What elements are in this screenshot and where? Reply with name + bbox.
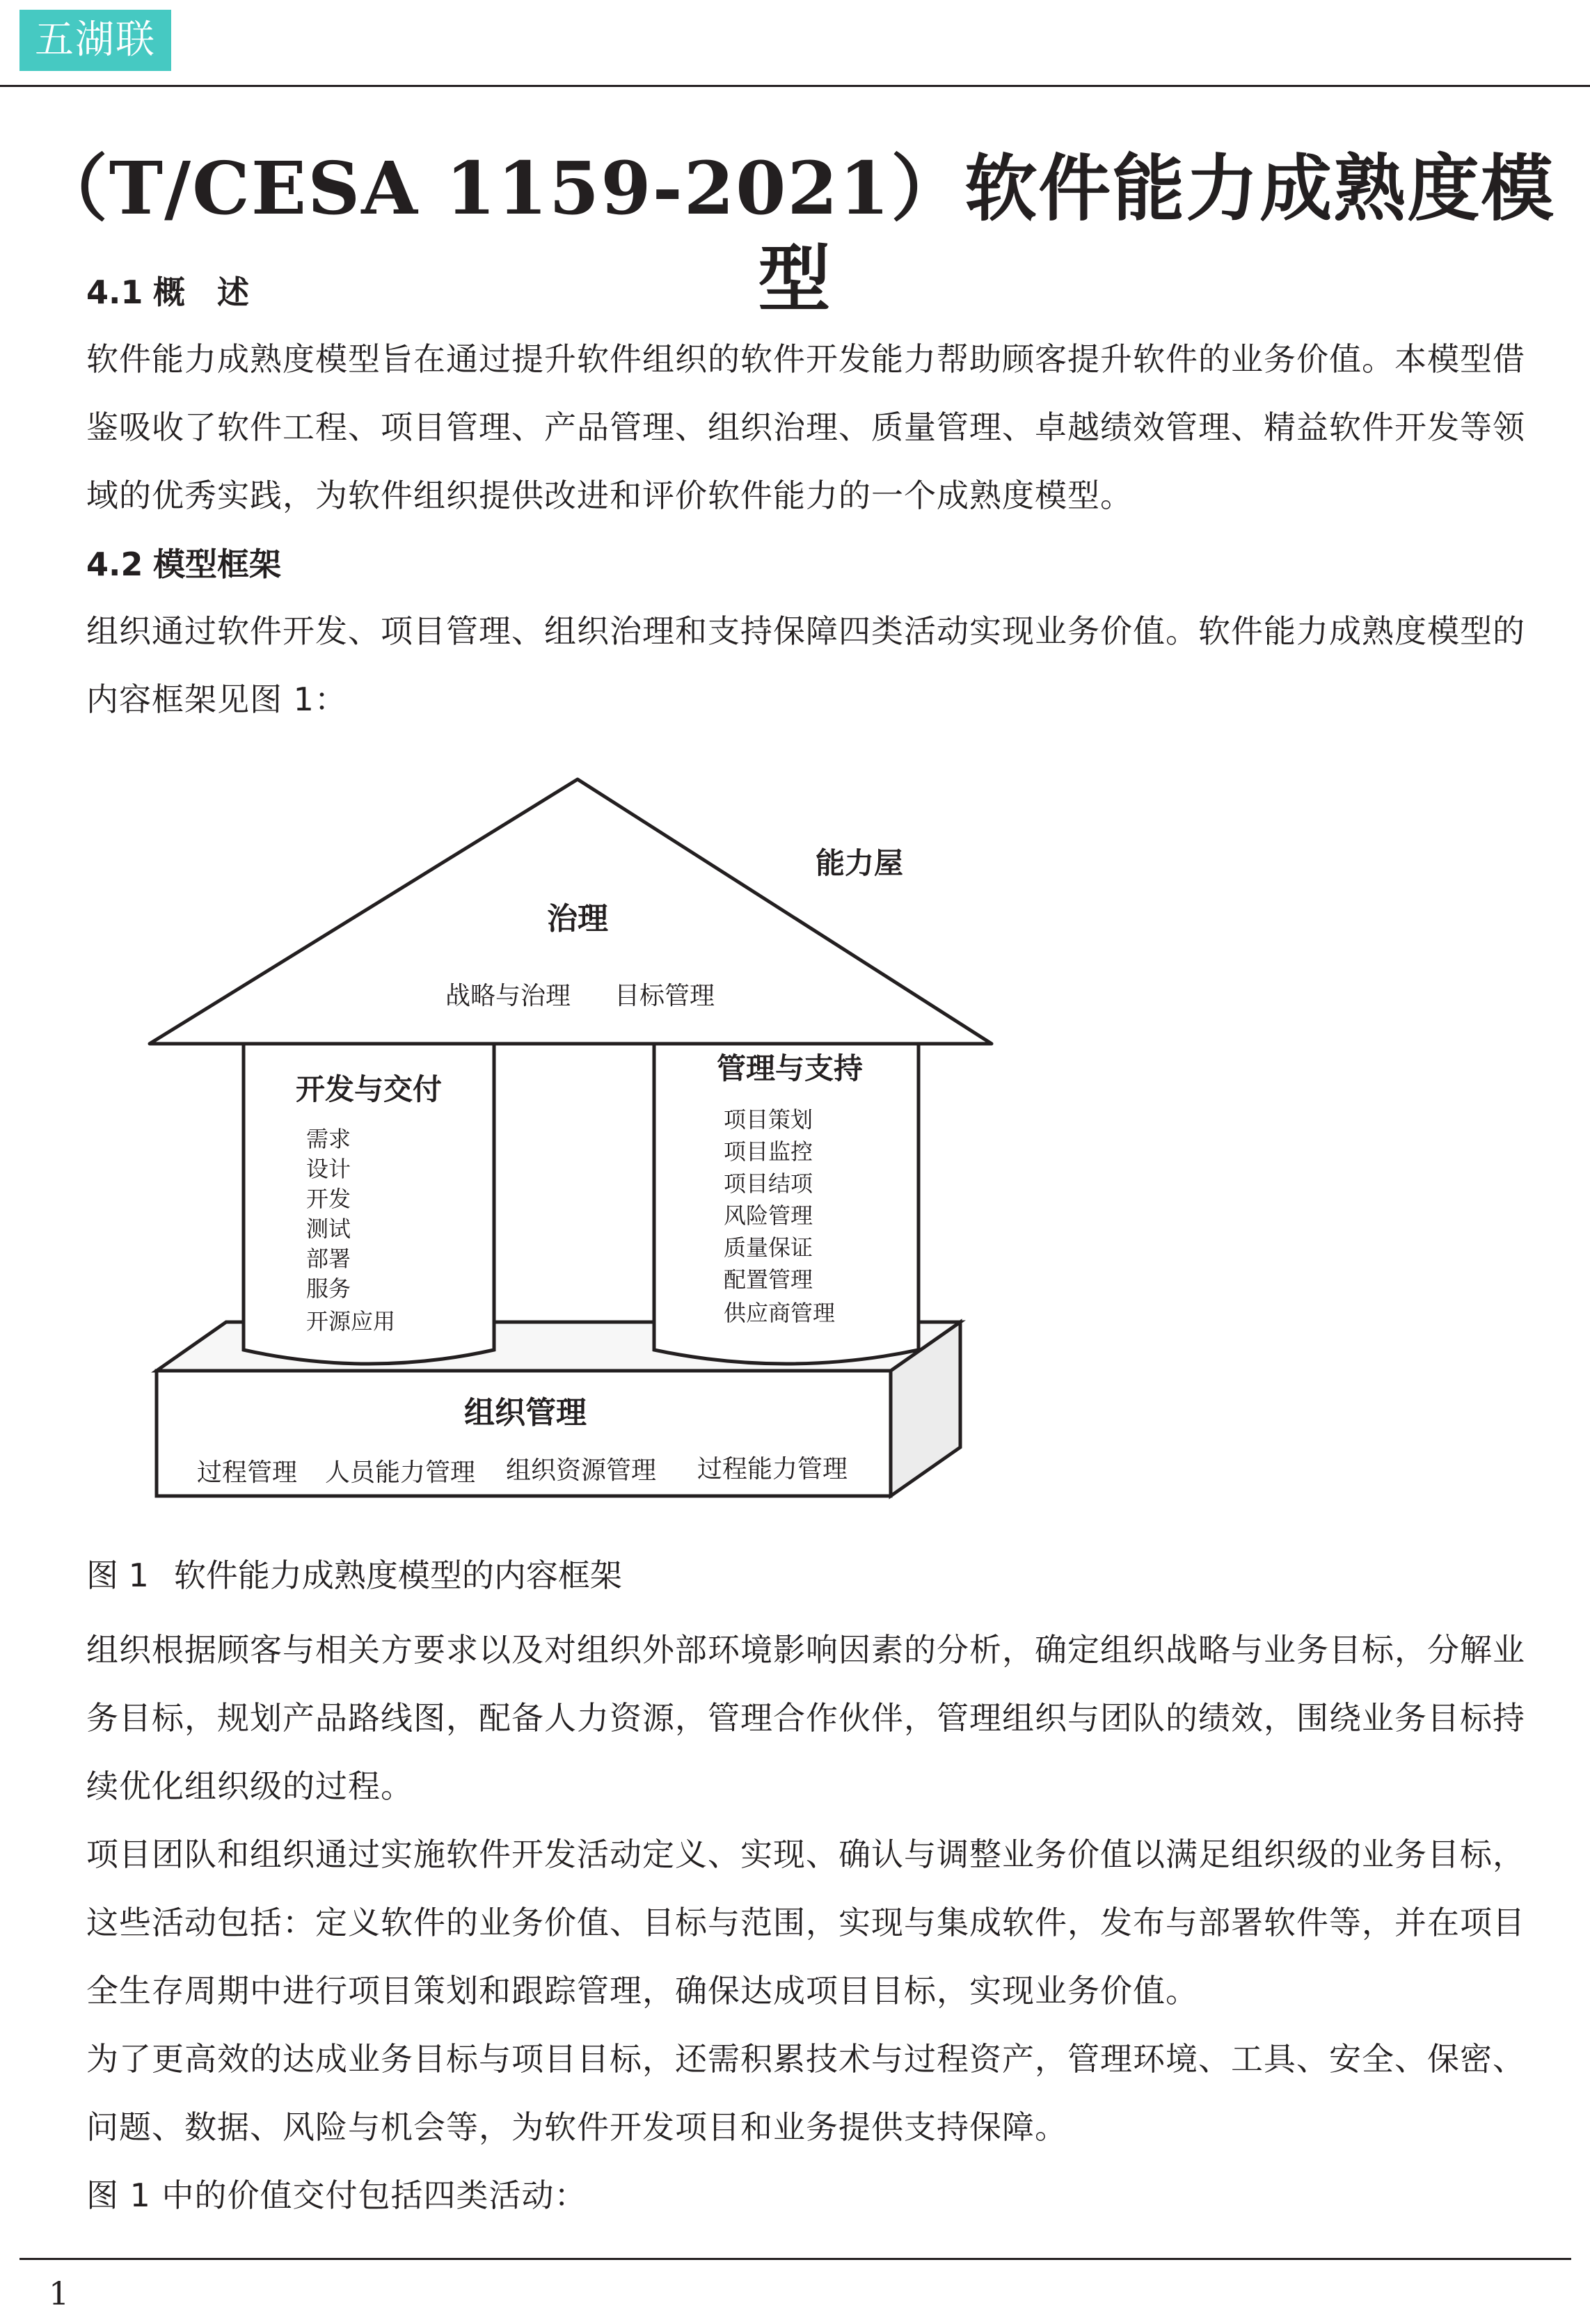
logo-badge: 五湖联 <box>19 10 171 71</box>
house-label: 能力屋 <box>815 846 904 880</box>
right-pillar-item: 配置管理 <box>724 1266 813 1293</box>
base-item: 过程管理 <box>196 1458 298 1487</box>
roof-item: 战略与治理 <box>445 982 571 1010</box>
section-heading-4-1 <box>86 271 249 313</box>
capability-house-figure <box>125 751 1016 1552</box>
section-title: 概 述 <box>153 273 249 311</box>
figure-caption <box>86 1553 622 1598</box>
figure-caption-text: 软件能力成熟度模型的内容框架 <box>173 1557 622 1594</box>
right-pillar-item: 供应商管理 <box>724 1300 836 1326</box>
left-pillar-item: 开发 <box>306 1186 351 1212</box>
roof-item: 目标管理 <box>614 982 715 1010</box>
base-item: 过程能力管理 <box>697 1455 848 1483</box>
footer-divider <box>19 2258 1571 2260</box>
left-pillar-title: 开发与交付 <box>295 1072 443 1106</box>
base-item: 人员能力管理 <box>324 1458 476 1487</box>
left-pillar-item: 服务 <box>306 1275 351 1302</box>
document-title: （T/CESA 1159-2021）软件能力成熟度模型 <box>35 145 1555 321</box>
right-pillar-item: 项目结项 <box>724 1170 813 1197</box>
right-pillar-item: 项目策划 <box>724 1106 813 1133</box>
paragraph-body: 组织根据顾客与相关方要求以及对组织外部环境影响因素的分析，确定组织战略与业务目标，分解业务目标，规划产品路线图，配备人力资源，管理合作伙伴，管理组织与团队的绩效，围绕业务目标持续优化组织级的过程。 <box>86 1631 1525 1805</box>
section-number: 4.1 <box>86 273 143 311</box>
paragraph-body: 为了更高效的达成业务目标与项目目标，还需积累技术与过程资产，管理环境、工具、安全、保密、问题、数据、风险与机会等，为软件开发项目和业务提供支持保障。 <box>86 2040 1525 2146</box>
page-number: 1 <box>49 2275 70 2312</box>
left-pillar-item: 测试 <box>306 1216 351 1242</box>
base-title: 组织管理 <box>464 1395 587 1431</box>
figure-caption-label: 图 1 <box>86 1557 149 1594</box>
right-pillar-title: 管理与支持 <box>716 1051 864 1085</box>
left-pillar-item: 设计 <box>306 1156 351 1182</box>
right-pillar-item: 项目监控 <box>724 1138 813 1165</box>
paragraph-body: 项目团队和组织通过实施软件开发活动定义、实现、确认与调整业务价值以满足组织级的业务目标，这些活动包括：定义软件的业务价值、目标与范围，实现与集成软件，发布与部署软件等，并在项目全生存周期中进行项目策划和跟踪管理，确保达成项目目标，实现业务价值。 <box>86 1836 1525 2009</box>
roof-title: 治理 <box>547 901 608 937</box>
paragraph-framework: 组织通过软件开发、项目管理、组织治理和支持保障四类活动实现业务价值。软件能力成熟度模型的内容框架见图 1： <box>86 612 1525 718</box>
right-pillar-item: 质量保证 <box>724 1234 813 1261</box>
right-pillar-item: 风险管理 <box>724 1202 813 1229</box>
header-divider <box>0 85 1590 87</box>
base-item: 组织资源管理 <box>505 1456 657 1485</box>
section-number: 4.2 <box>86 546 143 583</box>
left-pillar-item: 需求 <box>306 1126 351 1152</box>
paragraph-body: 图 1 中的价值交付包括四类活动： <box>86 2176 587 2214</box>
paragraph-overview: 软件能力成熟度模型旨在通过提升软件组织的软件开发能力帮助顾客提升软件的业务价值。本模型借鉴吸收了软件工程、项目管理、产品管理、组织治理、质量管理、卓越绩效管理、精益软件开发等领域的优秀实践，为软件组织提供改进和评价软件能力的一个成熟度模型。 <box>86 340 1525 514</box>
section-title: 模型框架 <box>153 546 281 583</box>
capability-house-diagram <box>125 751 1016 1552</box>
left-pillar-item: 部署 <box>306 1245 351 1272</box>
section-heading-4-2 <box>86 543 281 585</box>
left-pillar-item: 开源应用 <box>306 1308 396 1335</box>
